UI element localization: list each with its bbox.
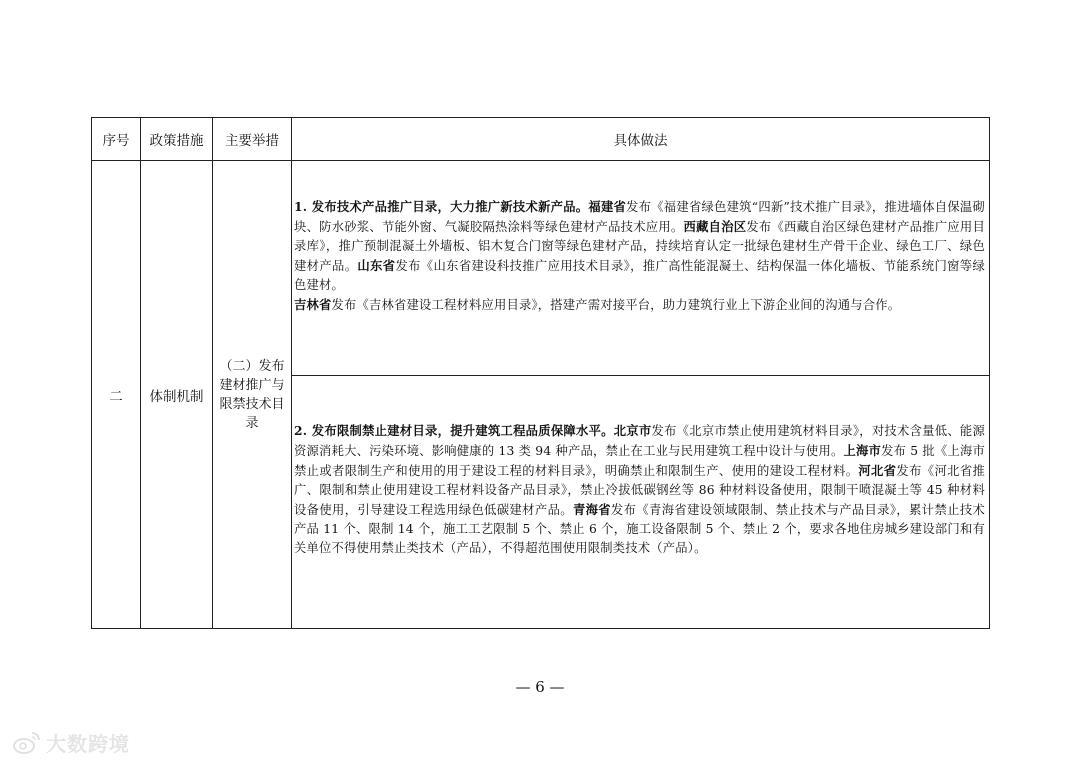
row-measure: （二）发布建材推广与限禁技术目录 bbox=[213, 161, 292, 629]
item2-shanghai-name: 上海市 bbox=[843, 443, 882, 458]
weibo-logo-icon bbox=[12, 730, 42, 756]
item1-shandong-name: 山东省 bbox=[357, 258, 396, 273]
item1-fujian-name: 福建省 bbox=[588, 199, 627, 214]
page-number: — 6 — bbox=[515, 678, 565, 696]
row-no: 二 bbox=[92, 161, 141, 629]
header-no: 序号 bbox=[92, 118, 141, 161]
item2-hebei-name: 河北省 bbox=[858, 463, 897, 478]
item2-beijing-text: 发布《北京市禁止使用建筑材料目录》，对技术含量低、能源资源消耗大、污染环境、影响健康的 13 类 94 种产品，禁止在工业与民用建筑工程中设计与使用。 bbox=[294, 424, 985, 458]
detail-item-2 bbox=[292, 376, 990, 629]
item1-jilin-name: 吉林省 bbox=[294, 297, 332, 312]
policy-table bbox=[91, 117, 990, 629]
watermark bbox=[12, 728, 130, 757]
item1-tibet-text: 发布《西藏自治区绿色建材产品推广应用目录库》，推广预制混凝土外墙板、铝木复合门窗等绿色建材产品，持续培育认定一批绿色建材生产骨干企业、绿色工厂、绿色建材产品。 bbox=[294, 220, 985, 273]
table-row bbox=[92, 161, 990, 376]
item1-heading: 1. 发布技术产品推广目录，大力推广新技术新产品。 bbox=[294, 199, 589, 214]
row-policy: 体制机制 bbox=[141, 161, 213, 629]
item1-shandong-text: 发布《山东省建设科技推广应用技术目录》，推广高性能混凝土、结构保温一体化墙板、节能系统门窗等绿色建材。 bbox=[294, 259, 985, 292]
watermark-text: 大数跨境 bbox=[46, 732, 130, 756]
item1-tibet-name: 西藏自治区 bbox=[683, 219, 747, 234]
item1-fujian-text: 发布《福建省绿色建筑“四新”技术推广目录》，推进墙体自保温砌块、防水砂浆、节能外窗、气凝胶隔热涂料等绿色建材产品技术应用。 bbox=[294, 200, 985, 234]
table-header-row bbox=[92, 118, 990, 161]
detail-item-1 bbox=[292, 161, 990, 376]
item2-heading: 2. 发布限制禁止建材目录，提升建筑工程品质保障水平。 bbox=[294, 423, 614, 438]
item2-shanghai-text: 发布 5 批《上海市禁止或者限制生产和使用的用于建设工程的材料目录》，明确禁止和限制生产、使用的建设工程材料。 bbox=[294, 444, 985, 478]
header-measure: 主要举措 bbox=[213, 118, 292, 161]
item2-qinghai-text: 发布《青海省建设领域限制、禁止技术与产品目录》，累计禁止技术产品 11 个、限制 14 个，施工工艺限制 5 个、禁止 6 个，施工设备限制 5 个、禁止 2 个，要求各地住房城乡建设部门和有关单位不得使用禁止类技术（产品），不得超范围使用限制类技术（产品）。 bbox=[294, 503, 986, 555]
header-detail: 具体做法 bbox=[292, 118, 990, 161]
item2-beijing-name: 北京市 bbox=[613, 423, 652, 438]
header-policy: 政策措施 bbox=[141, 118, 213, 161]
item2-hebei-text: 发布《河北省推广、限制和禁止使用建设工程材料设备产品目录》，禁止冷拔低碳钢丝等 86 种材料设备使用，限制干喷混凝土等 45 种材料设备使用，引导建设工程选用绿色低碳建材产品。 bbox=[294, 464, 985, 517]
item2-qinghai-name: 青海省 bbox=[572, 502, 611, 517]
item1-jilin-text: 发布《吉林省建设工程材料应用目录》，搭建产需对接平台，助力建筑行业上下游企业间的沟通与合作。 bbox=[331, 298, 901, 312]
